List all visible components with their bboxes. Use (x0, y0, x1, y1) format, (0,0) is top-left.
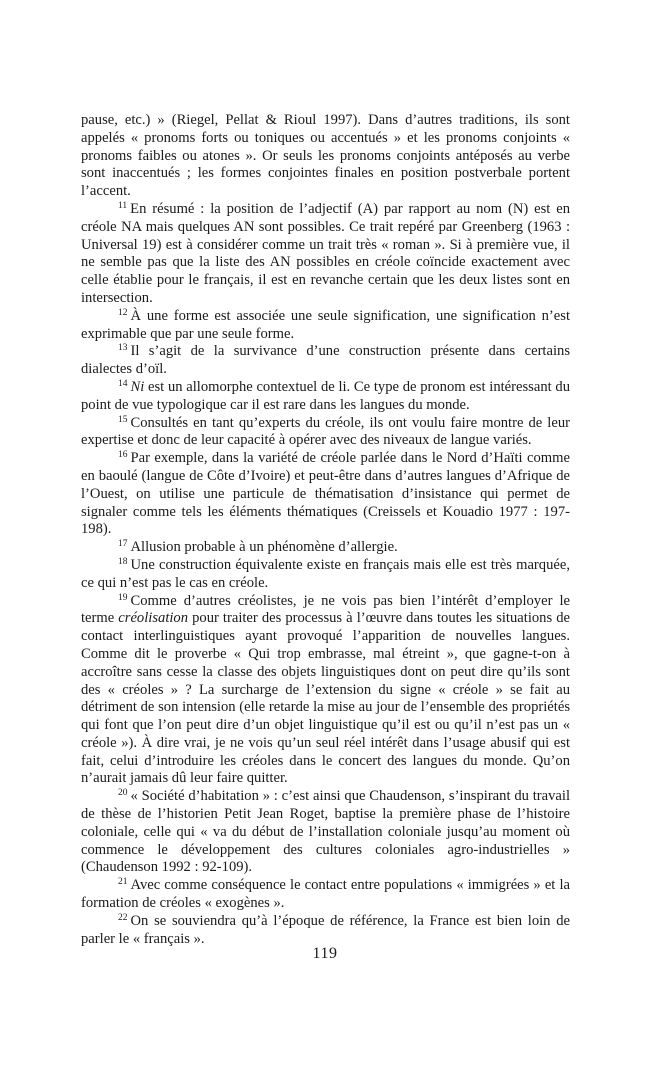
footnote-italic-term: Ni (130, 378, 145, 395)
page-number: 119 (312, 945, 338, 962)
footnotes-block (81, 112, 570, 948)
footnote-20 (81, 788, 570, 877)
footnote-text: À une forme est associée une seule signification, une signification n’est exprimable que par une seule forme. (81, 307, 570, 342)
footnote-12 (81, 308, 570, 344)
footnote-text: Allusion probable à un phénomène d’allergie. (130, 539, 398, 556)
footnote-number: 18 (118, 556, 128, 567)
footnote-number: 12 (118, 307, 128, 318)
footnote-number: 22 (118, 912, 128, 923)
footnote-13 (81, 343, 570, 379)
footnote-number: 15 (118, 414, 128, 425)
footnote-number: 17 (118, 539, 128, 550)
footnote-italic-term: créolisation (118, 610, 189, 627)
footnote-22 (81, 913, 570, 949)
footnote-number: 21 (118, 877, 128, 888)
footnote-text: Consultés en tant qu’experts du créole, ils ont voulu faire montre de leur expertise et donc de leur capacité à opérer avec des niveaux de langue variés. (81, 414, 570, 449)
footnote-number: 19 (118, 592, 128, 603)
footnote-list (81, 201, 570, 948)
footnote-text: Il s’agit de la survivance d’une construction présente dans certains dialectes d’oïl. (81, 343, 570, 378)
footnote-number: 20 (118, 788, 128, 799)
footnote-text: On se souviendra qu’à l’époque de référence, la France est bien loin de parler le « français ». (81, 912, 570, 947)
footnote-text: pour traiter des processus à l’œuvre dans toutes les situations de contact interlinguistiques ayant provoqué l’apparition de nouvelles langues. Comme dit le proverbe « Qui trop embrasse, mal étreint », que gagne-t-on à accroître sans cesse la classe des objets linguistiques dont on peut dire qu’ils sont des « créoles » ? La surcharge de l’extension du signe « créole » se fait au détriment de son intension (elle retarde la mise au jour de l’ensemble des propriétés qui font que l’on peut dire d’un objet linguistique qu’il est ou qu’il n’est pas un « créole »). À dire vrai, je ne vois qu’un seul réel intérêt dans l’usage abusif qui est fait, celui d’introduire les créoles dans le concert des langues du monde. Qu’on n’aurait jamais dû leur faire quitter. (81, 610, 570, 787)
footnote-21 (81, 877, 570, 913)
footnote-19 (81, 593, 570, 789)
footnote-text: Avec comme conséquence le contact entre populations « immigrées » et la formation de créoles « exogènes ». (81, 877, 570, 912)
footnote-text: Une construction équivalente existe en français mais elle est très marquée, ce qui n’est pas le cas en créole. (81, 556, 570, 591)
footnote-number: 13 (118, 343, 128, 354)
continuation-paragraph: pause, etc.) » (Riegel, Pellat & Rioul 1997). Dans d’autres traditions, ils sont appelés « pronoms forts ou toniques ou accentués » et les pronoms conjoints « pronoms faibles ou atones ». Or seuls les pronoms conjoints antéposés au verbe sont inaccentués ; les formes conjointes finales en position postverbale portent l’accent. (81, 112, 570, 200)
footnote-16 (81, 450, 570, 539)
footnote-17 (81, 539, 570, 557)
footnote-text: Comme d’autres créolistes, je ne vois pas bien l’intérêt d’employer le terme (81, 592, 570, 627)
footnote-text: « Société d’habitation » : c’est ainsi que Chaudenson, s’inspirant du travail de thèse de l’historien Petit Jean Roget, baptise la première phase de l’histoire coloniale, celle qui « va du début de l’installation coloniale jusqu’au moment où commence le développement des cultures coloniales agro-industrielles » (Chaudenson 1992 : 92-109). (81, 788, 570, 876)
footnote-number: 11 (118, 200, 128, 211)
footnote-18 (81, 557, 570, 593)
footnote-number: 14 (118, 378, 128, 389)
footnote-text: Par exemple, dans la variété de créole parlée dans le Nord d’Haïti comme en baoulé (langue de Côte d’Ivoire) et peut-être dans d’autres langues d’Afrique de l’Ouest, on utilise une particule de thématisation d’insistance qui permet de signaler comme tels les éléments thématiques (Creissels et Kouadio 1977 : 197-198). (81, 450, 570, 538)
footnote-number: 16 (118, 450, 128, 461)
footnote-11 (81, 201, 570, 308)
footnote-15 (81, 415, 570, 451)
footnote-14 (81, 379, 570, 415)
footnote-text: En résumé : la position de l’adjectif (A) par rapport au nom (N) est en créole NA mais quelques AN sont possibles. Ce trait repéré par Greenberg (1963 : Universal 19) est à considérer comme un trait très « roman ». Si à première vue, il ne semble pas que la liste des AN possibles en créole coïncide exactement avec celle établie pour le français, il est en revanche certain que les deux listes sont en intersection. (81, 200, 570, 306)
footnote-text: est un allomorphe contextuel de li. Ce type de pronom est intéressant du point de vue typologique car il est rare dans les langues du monde. (81, 378, 570, 413)
